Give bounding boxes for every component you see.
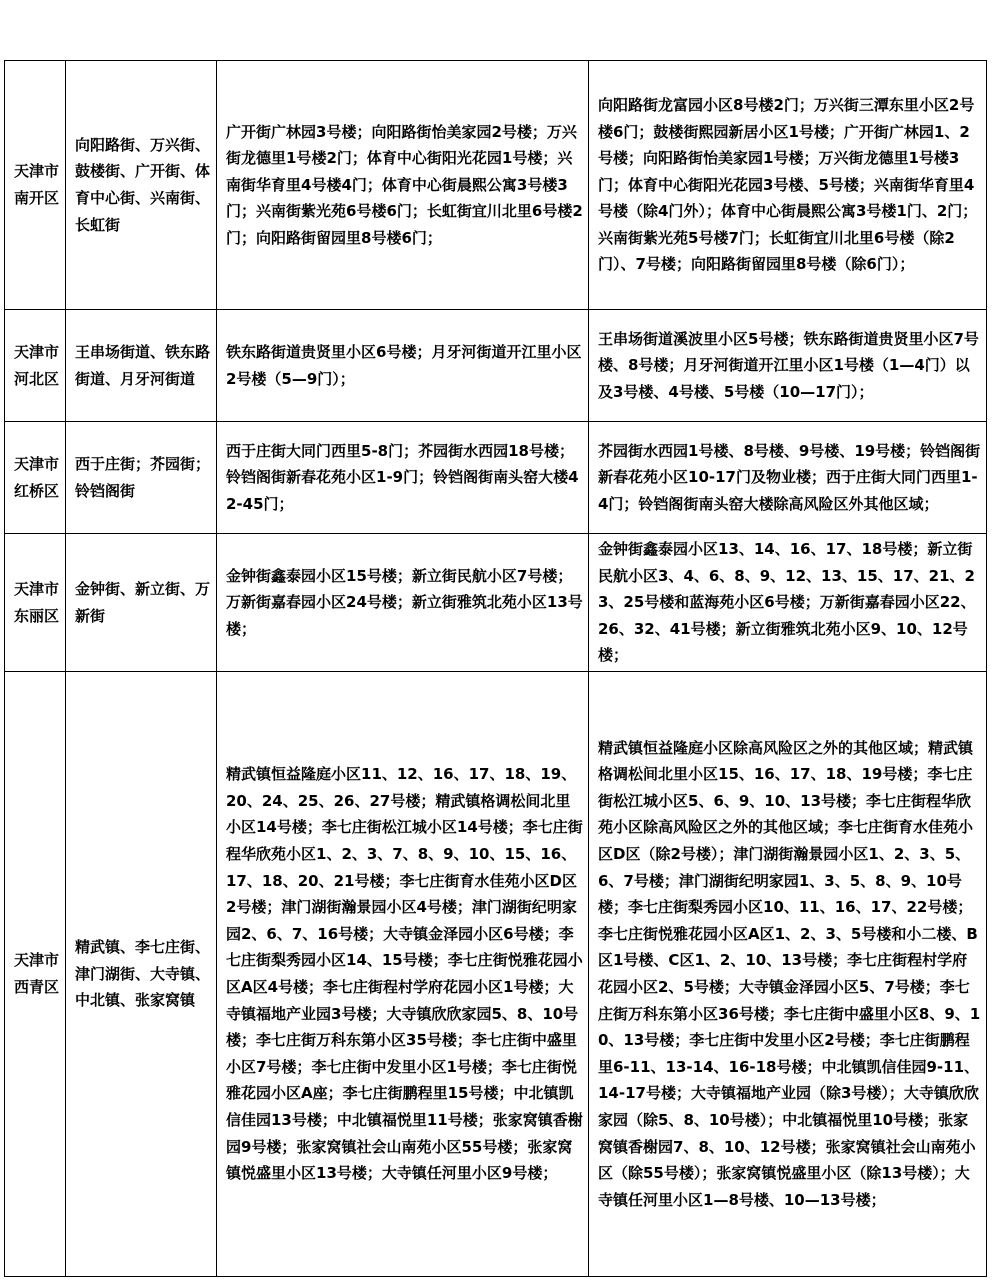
mid-risk-cell: 王串场街道溪波里小区5号楼；铁东路街道贵贤里小区7号楼、8号楼；月牙河街道开江里小区1号楼（1—4门）以及3号楼、4号楼、5号楼（10—17门）；	[589, 310, 987, 422]
mid-risk-cell: 金钟街鑫泰园小区13、14、16、17、18号楼；新立街民航小区3、4、6、8、9、12、13、15、17、21、23、25号楼和蓝海苑小区6号楼；万新街嘉春园小区22、26、32、41号楼；新立街雅筑北苑小区9、10、12号楼；	[589, 534, 987, 672]
mid-risk-cell: 芥园街水西园1号楼、8号楼、9号楼、19号楼；铃铛阁街新春花苑小区10-17门及物业楼；西于庄街大同门西里1-4门；铃铛阁街南头窑大楼除高风险区外其他区域；	[589, 422, 987, 534]
table-row	[5, 310, 987, 422]
streets-cell: 西于庄街；芥园街；铃铛阁街	[66, 422, 217, 534]
district-cell: 天津市东丽区	[5, 534, 66, 672]
high-risk-cell: 铁东路街道贵贤里小区6号楼；月牙河街道开江里小区2号楼（5—9门）；	[217, 310, 589, 422]
table-row	[5, 672, 987, 1277]
risk-area-table	[4, 60, 987, 1277]
district-cell: 天津市南开区	[5, 61, 66, 310]
high-risk-cell: 广开街广林园3号楼；向阳路街怡美家园2号楼；万兴街龙德里1号楼2门；体育中心街阳光花园1号楼；兴南街华育里4号楼4门；体育中心街晨熙公寓3号楼3门；兴南街紫光苑6号楼6门；长虹街宜川北里6号楼2门；向阳路街留园里8号楼6门；	[217, 61, 589, 310]
district-cell: 天津市河北区	[5, 310, 66, 422]
high-risk-cell: 精武镇恒益隆庭小区11、12、16、17、18、19、20、24、25、26、27号楼；精武镇格调松间北里小区14号楼；李七庄街松江城小区14号楼；李七庄街程华欣苑小区1、2、3、7、8、9、10、15、16、17、18、20、21号楼；李七庄街育水佳苑小区D区2号楼；津门湖街瀚景园小区4号楼；津门湖街纪明家园2、6、7、16号楼；大寺镇金泽园小区6号楼；李七庄街梨秀园小区14、15号楼；李七庄街悦雅花园小区A区4号楼；李七庄街程村学府花园小区1号楼；大寺镇福地产业园3号楼；大寺镇欣欣家园5、8、10号楼；李七庄街万科东第小区35号楼；李七庄街中盛里小区7号楼；李七庄街中发里小区1号楼；李七庄街悦雅花园小区A座；李七庄街鹏程里15号楼；中北镇凯信佳园13号楼；中北镇福悦里11号楼；张家窝镇香榭园9号楼；张家窝镇社会山南苑小区55号楼；张家窝镇悦盛里小区13号楼；大寺镇任河里小区9号楼；	[217, 672, 589, 1277]
streets-cell: 王串场街道、铁东路街道、月牙河街道	[66, 310, 217, 422]
table-row	[5, 422, 987, 534]
high-risk-cell: 西于庄街大同门西里5-8门；芥园街水西园18号楼；铃铛阁街新春花苑小区1-9门；铃铛阁街南头窑大楼42-45门；	[217, 422, 589, 534]
streets-cell: 精武镇、李七庄街、津门湖街、大寺镇、中北镇、张家窝镇	[66, 672, 217, 1277]
mid-risk-cell: 向阳路街龙富园小区8号楼2门；万兴街三潭东里小区2号楼6门；鼓楼街熙园新居小区1号楼；广开街广林园1、2号楼；向阳路街怡美家园1号楼；万兴街龙德里1号楼3门；体育中心街阳光花园3号楼、5号楼；兴南街华育里4号楼（除4门外）；体育中心街晨熙公寓3号楼1门、2门；兴南街紫光苑5号楼7门；长虹街宜川北里6号楼（除2门）、7号楼；向阳路街留园里8号楼（除6门）；	[589, 61, 987, 310]
streets-cell: 金钟街、新立街、万新街	[66, 534, 217, 672]
mid-risk-cell: 精武镇恒益隆庭小区除高风险区之外的其他区域；精武镇格调松间北里小区15、16、17、18、19号楼；李七庄街松江城小区5、6、9、10、13号楼；李七庄街程华欣苑小区除高风险区之外的其他区域；李七庄街育水佳苑小区D区（除2号楼）；津门湖街瀚景园小区1、2、3、5、6、7号楼；津门湖街纪明家园1、3、5、8、9、10号楼；李七庄街梨秀园小区10、11、16、17、22号楼；李七庄街悦雅花园小区A区1、2、3、5号楼和小二楼、B区1号楼、C区1、2、10、13号楼；李七庄街程村学府花园小区2、5号楼；大寺镇金泽园小区5、7号楼；李七庄街万科东第小区36号楼；李七庄街中盛里小区8、9、10、13号楼；李七庄街中发里小区2号楼；李七庄街鹏程里6-11、13-14、16-18号楼；中北镇凯信佳园9-11、14-17号楼；大寺镇福地产业园（除3号楼）；大寺镇欣欣家园（除5、8、10号楼）；中北镇福悦里10号楼；张家窝镇香榭园7、8、10、12号楼；张家窝镇社会山南苑小区（除55号楼）；张家窝镇悦盛里小区（除13号楼）；大寺镇任河里小区1—8号楼、10—13号楼；	[589, 672, 987, 1277]
district-cell: 天津市红桥区	[5, 422, 66, 534]
table-row	[5, 534, 987, 672]
district-cell: 天津市西青区	[5, 672, 66, 1277]
table-row	[5, 61, 987, 310]
high-risk-cell: 金钟街鑫泰园小区15号楼；新立街民航小区7号楼；万新街嘉春园小区24号楼；新立街雅筑北苑小区13号楼；	[217, 534, 589, 672]
streets-cell: 向阳路街、万兴街、鼓楼街、广开街、体育中心街、兴南街、长虹街	[66, 61, 217, 310]
